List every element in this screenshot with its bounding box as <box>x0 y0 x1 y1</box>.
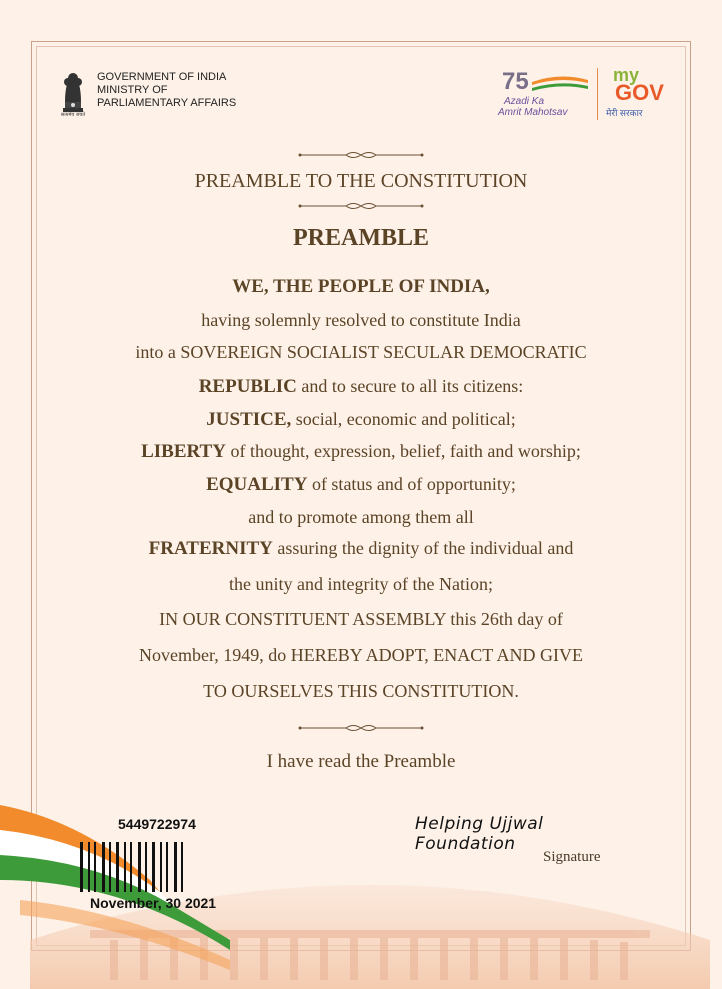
barcode-bar <box>88 842 90 892</box>
preamble-line: WE, THE PEOPLE OF INDIA, <box>232 276 490 297</box>
barcode-bar <box>109 842 111 892</box>
ornament-divider-icon <box>298 723 424 733</box>
preamble-line: November, 1949, do HEREBY ADOPT, ENACT AND GIVE <box>139 645 583 665</box>
preamble-line: into a SOVEREIGN SOCIALIST SECULAR DEMOCRATIC <box>135 342 587 362</box>
serial-number: 5449722974 <box>118 816 196 832</box>
signature-label: Signature <box>543 849 601 865</box>
barcode-bar <box>166 842 168 892</box>
barcode-bar <box>138 842 141 892</box>
preamble-line: TO OURSELVES THIS CONSTITUTION. <box>203 681 519 701</box>
barcode-bar <box>145 842 147 892</box>
preamble-line: having solemnly resolved to constitute India <box>201 310 521 330</box>
barcode-bar <box>102 842 105 892</box>
mygov-gov: GOV <box>615 80 664 105</box>
issue-date: November, 30 2021 <box>90 895 217 911</box>
preamble-line: LIBERTY of thought, expression, belief, faith and worship; <box>141 441 581 462</box>
flag-swoosh-icon <box>532 74 588 96</box>
barcode-bar <box>152 842 155 892</box>
certificate-heading: PREAMBLE TO THE CONSTITUTION <box>194 170 528 192</box>
preamble-line: JUSTICE, social, economic and political; <box>206 409 516 430</box>
barcode-icon <box>80 842 260 892</box>
barcode-bar <box>181 842 183 892</box>
gov-line-3: PARLIAMENTARY AFFAIRS <box>97 97 237 109</box>
barcode-bar <box>160 842 162 892</box>
barcode-bar <box>174 842 177 892</box>
mygov-my: my <box>613 65 640 85</box>
read-statement: I have read the Preamble <box>266 751 456 772</box>
signature <box>415 812 625 854</box>
signatory-name: Helping Ujjwal Foundation <box>415 814 544 854</box>
azadi-number: 75 <box>502 68 529 95</box>
azadi-logo <box>498 68 594 120</box>
ornament-divider-icon <box>298 150 424 160</box>
ornament-divider-icon <box>298 201 424 211</box>
preamble-line: and to promote among them all <box>248 507 474 527</box>
barcode-bar <box>80 842 83 892</box>
azadi-line-1: Azadi Ka <box>504 96 545 107</box>
azadi-line-2: Amrit Mahotsav <box>498 107 568 118</box>
logo-divider <box>597 68 598 120</box>
preamble-line: IN OUR CONSTITUENT ASSEMBLY this 26th day of <box>159 609 563 629</box>
mygov-subtitle: मेरी सरकार <box>606 108 643 118</box>
preamble-line: EQUALITY of status and of opportunity; <box>206 474 516 495</box>
preamble-line: REPUBLIC and to secure to all its citizens: <box>198 376 524 397</box>
preamble-line: the unity and integrity of the Nation; <box>229 574 493 594</box>
barcode-bar <box>130 842 132 892</box>
certificate-title: PREAMBLE <box>292 225 429 251</box>
barcode-bar <box>94 842 96 892</box>
emblem-caption: सत्यमेव जयते <box>60 112 86 118</box>
barcode-bar <box>116 842 119 892</box>
gov-line-2: MINISTRY OF <box>97 84 168 96</box>
preamble-line: FRATERNITY assuring the dignity of the individual and <box>148 538 574 559</box>
gov-line-1: GOVERNMENT OF INDIA <box>97 71 227 83</box>
barcode-bar <box>124 842 126 892</box>
